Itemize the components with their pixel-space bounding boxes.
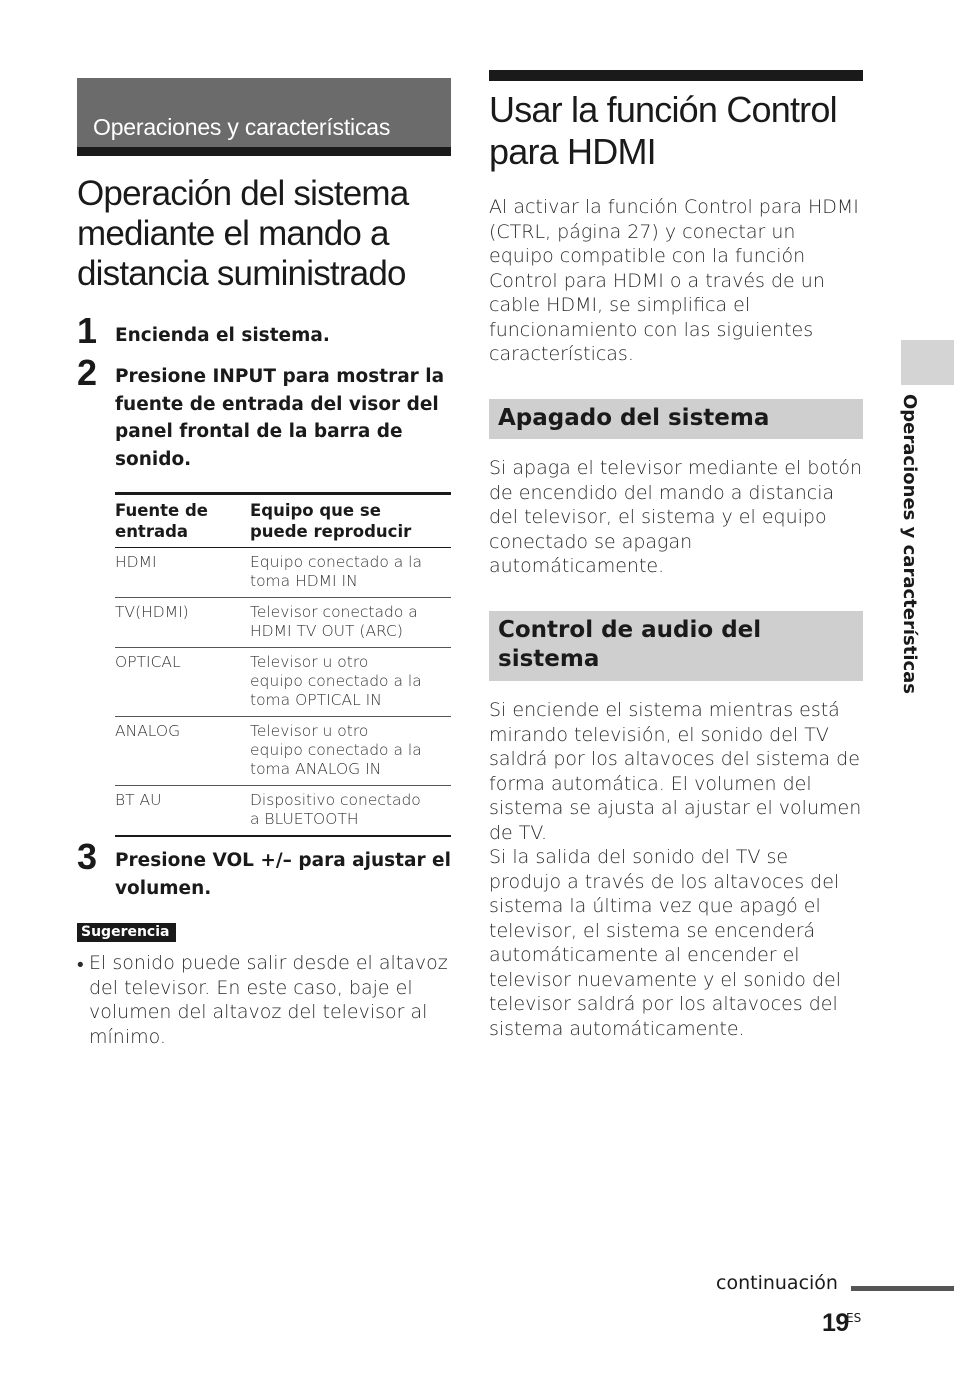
- left-title-line: Operación del sistema: [77, 174, 409, 213]
- intro-line: Al activar la función Control para HDMI: [489, 196, 859, 218]
- paragraph-line: Si apaga el televisor mediante el botón: [489, 457, 863, 479]
- step-line: sonido.: [115, 448, 192, 470]
- left-title-line: mediante el mando a: [77, 214, 389, 253]
- table-cell-device: [250, 548, 451, 598]
- section-header-label: Operaciones y características: [93, 114, 391, 140]
- paragraph-line: de TV.: [489, 821, 547, 844]
- table-header-device: [250, 494, 451, 548]
- intro-line: equipo compatible con la función: [489, 245, 806, 267]
- tip-line: mínimo.: [89, 1025, 166, 1048]
- subheading-audio-line: Control de audio del: [498, 617, 762, 643]
- table-cell-device: [250, 648, 451, 717]
- table-header-row: [115, 494, 451, 548]
- step-number: 2: [77, 352, 98, 393]
- table-row: [115, 598, 451, 648]
- table-cell-device: [250, 717, 451, 786]
- table-row: [115, 786, 451, 837]
- paragraph-line: automáticamente.: [489, 555, 665, 577]
- section-top-rule: [489, 70, 863, 81]
- step-number: 1: [77, 310, 98, 351]
- cell-line: equipo conectado a la: [250, 672, 422, 690]
- continuation-label: continuación: [716, 1272, 838, 1294]
- continuation-bar: [851, 1286, 954, 1291]
- table-row: [115, 648, 451, 717]
- tip-line: El sonido puede salir desde el altavoz: [89, 952, 448, 974]
- paragraph-line: sistema automáticamente.: [489, 1017, 745, 1040]
- right-title-line: para HDMI: [489, 131, 656, 172]
- table-cell-source: HDMI: [115, 548, 250, 598]
- table-cell-source: TV(HDMI): [115, 598, 250, 648]
- paragraph-line: produjo a través de los altavoces del: [489, 870, 840, 893]
- page-language-suffix: ES: [846, 1311, 862, 1325]
- cell-line: toma OPTICAL IN: [250, 691, 382, 709]
- cell-line: HDMI TV OUT (ARC): [250, 622, 403, 640]
- table-cell-source: BT AU: [115, 791, 162, 809]
- step-line: Presione INPUT para mostrar la: [115, 366, 445, 387]
- paragraph-line: del televisor, el sistema y el equipo: [489, 506, 827, 528]
- intro-line: funcionamiento con las siguientes: [489, 318, 814, 341]
- side-thumb-tab: [901, 340, 954, 385]
- cell-line: equipo conectado a la: [250, 741, 422, 759]
- subheading-band-shutdown: [489, 399, 863, 439]
- table-row: [115, 548, 451, 598]
- step-line: volumen.: [115, 877, 212, 899]
- header-line: Equipo que se: [250, 501, 381, 520]
- tip-text: [89, 951, 448, 1049]
- paragraph-line: televisor nuevamente y el sonido del: [489, 968, 841, 991]
- step-line: Presione VOL +/– para ajustar el: [115, 850, 451, 871]
- step-number: 3: [77, 836, 98, 877]
- paragraph-line: Si la salida del sonido del TV se: [489, 846, 789, 868]
- paragraph-line: automáticamente al encender el: [489, 944, 800, 966]
- paragraph-line: de encendido del mando a distancia: [489, 481, 835, 504]
- cell-line: toma HDMI IN: [250, 572, 358, 590]
- section-header-band: [77, 78, 451, 156]
- paragraph-line: televisor, el sistema se encenderá: [489, 919, 816, 942]
- side-section-label: Operaciones y características: [899, 394, 920, 695]
- table-cell-source: ANALOG: [115, 717, 250, 786]
- subheading-shutdown: Apagado del sistema: [498, 405, 770, 431]
- right-page-title: [489, 89, 837, 173]
- input-source-table: [115, 492, 451, 837]
- paragraph-line: mirando televisión, el sonido del TV: [489, 723, 829, 746]
- subheading-band-audio: [489, 611, 863, 681]
- cell-line: Televisor conectado a: [250, 603, 418, 621]
- step-3-text: [115, 847, 451, 902]
- header-line: entrada: [115, 522, 189, 541]
- paragraph-line: saldrá por los altavoces del sistema de: [489, 748, 860, 770]
- paragraph-line: Si enciende el sistema mientras está: [489, 699, 840, 721]
- subheading-audio-line: sistema: [498, 646, 600, 672]
- audio-paragraph: [489, 698, 861, 1041]
- right-title-line: Usar la función Control: [489, 89, 837, 130]
- paragraph-line: conectado se apagan: [489, 530, 693, 553]
- intro-line: (CTRL, página 27) y conectar un: [489, 220, 796, 243]
- left-page-title: [77, 174, 408, 294]
- table-cell-source: OPTICAL: [115, 648, 250, 717]
- table-cell-device: [250, 786, 451, 837]
- step-line: panel frontal de la barra de: [115, 421, 403, 442]
- cell-line: a BLUETOOTH: [250, 810, 359, 828]
- cell-line: toma ANALOG IN: [250, 760, 382, 778]
- cell-line: Dispositivo conectado: [250, 791, 421, 809]
- tip-badge: Sugerencia: [77, 923, 176, 942]
- bullet-dot: •: [77, 954, 84, 976]
- cell-line: Televisor u otro: [250, 722, 369, 740]
- step-line: Encienda el sistema.: [115, 325, 330, 346]
- tip-line: del televisor. En este caso, baje el: [89, 976, 413, 999]
- paragraph-line: televisor saldrá por los altavoces del: [489, 993, 838, 1015]
- step-2-text: [115, 363, 444, 473]
- page-number: 19: [822, 1309, 849, 1337]
- header-line: puede reproducir: [250, 522, 412, 541]
- intro-line: Control para HDMI o a través de un: [489, 269, 825, 292]
- intro-line: características.: [489, 343, 634, 365]
- intro-paragraph: [489, 195, 859, 367]
- paragraph-line: sistema se ajusta al ajustar el volumen: [489, 797, 862, 819]
- paragraph-line: forma automática. El volumen del: [489, 772, 812, 795]
- table-cell-device: [250, 598, 451, 648]
- cell-line: Equipo conectado a la: [250, 553, 422, 571]
- tip-line: volumen del altavoz del televisor al: [89, 1001, 428, 1023]
- table-header-source: [115, 494, 250, 548]
- cell-line: Televisor u otro: [250, 653, 369, 671]
- step-1-text: [115, 322, 330, 350]
- left-title-line: distancia suministrado: [77, 254, 406, 293]
- step-line: fuente de entrada del visor del: [115, 393, 439, 415]
- shutdown-paragraph: [489, 456, 862, 579]
- paragraph-line: sistema la última vez que apagó el: [489, 895, 821, 917]
- header-line: Fuente de: [115, 501, 208, 520]
- table-row: [115, 717, 451, 786]
- intro-line: cable HDMI, se simplifica el: [489, 294, 751, 316]
